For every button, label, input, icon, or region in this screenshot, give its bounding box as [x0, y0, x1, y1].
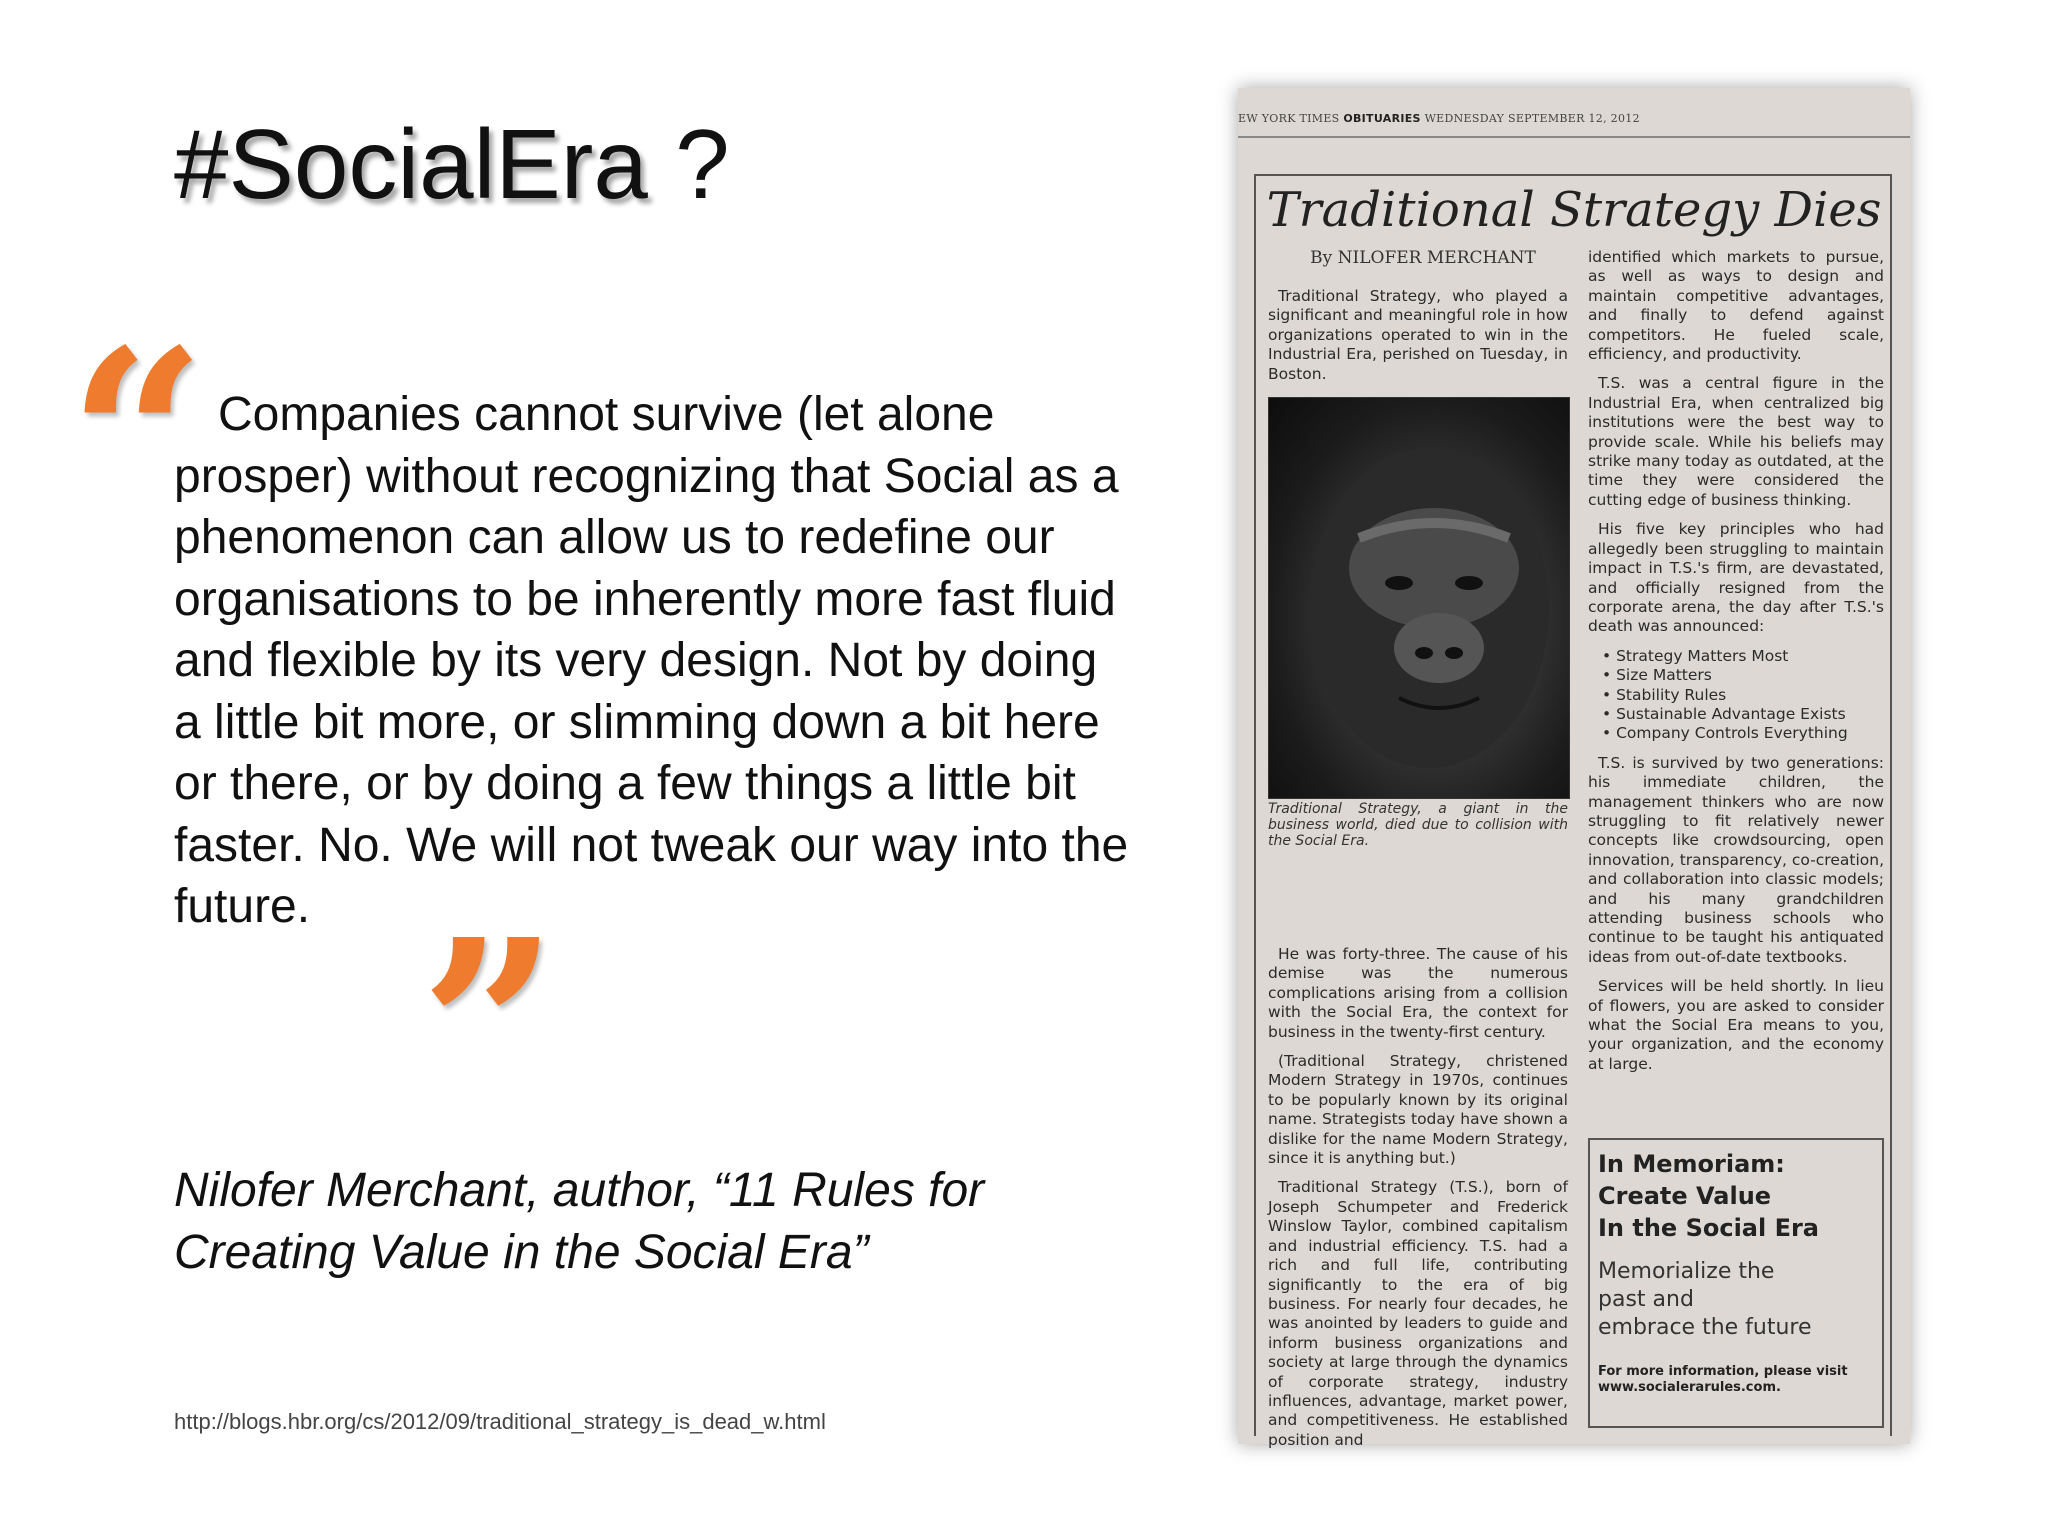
memoriam-subtext-line: Memorialize the [1598, 1259, 1775, 1284]
gorilla-icon [1269, 398, 1569, 798]
newspaper-masthead: EW YORK TIMES OBITUARIES WEDNESDAY SEPTEMBER 12, 2012 [1238, 112, 1640, 125]
photo-caption: Traditional Strategy, a giant in the business world, died due to collision with the Social Era. [1268, 801, 1568, 849]
title-question-mark: ? [647, 109, 730, 219]
article-paragraph: Services will be held shortly. In lieu of flowers, you are asked to consider what the Social Era means to you, your organization, and the economy at large. [1588, 977, 1884, 1073]
quote-attribution: Nilofer Merchant, author, “11 Rules for Creating Value in the Social Era” [174, 1164, 985, 1279]
list-item: • Strategy Matters Most [1602, 647, 1884, 666]
quote-body: Companies cannot survive (let alone prosper) without recognizing that Social as a phenomenon can allow us to redefine our organisations to be inherently more fast fluid and flexible by its very design. Not by doing a little bit more, or slimming down a bit here or there, or by doing a few things a little bit faster. No. We will not tweak our way into the future. [174, 388, 1129, 933]
principles-list [1588, 647, 1884, 744]
article-byline: By NILOFER MERCHANT [1310, 248, 1536, 268]
memoriam-title-line: In Memoriam: [1598, 1150, 1785, 1178]
slide-title [174, 108, 730, 221]
list-item: • Stability Rules [1602, 686, 1884, 705]
quote-text [174, 384, 1134, 938]
article-right-column [1588, 248, 1884, 1084]
memoriam-footer-url: www.socialerarules.com. [1598, 1380, 1781, 1395]
article-paragraph: identified which markets to pursue, as well as ways to design and maintain competitive advantages, and finally to defend against competitors. He fueled scale, efficiency, and productivity. [1588, 248, 1884, 364]
article-left-column-top [1268, 287, 1568, 394]
article-paragraph: Traditional Strategy (T.S.), born of Joseph Schumpeter and Frederick Winslow Taylor, combined capitalism and industrial efficiency. T.S. had a rich and full life, contributing significantly to the era of big business. For nearly four decades, he was anointed by leaders to guide and inform business organizations and society at large through the dynamics of corporate strategy, industry influences, advantage, market power, and competitiveness. He established position and [1268, 1178, 1568, 1449]
list-item: • Sustainable Advantage Exists [1602, 705, 1884, 724]
masthead-divider [1238, 136, 1910, 138]
article-paragraph: He was forty-three. The cause of his demise was the numerous complications arising from a collision with the Social Era, the context for business in the twenty-first century. [1268, 945, 1568, 1041]
article-paragraph: Traditional Strategy, who played a significant and meaningful role in how organizations operated to win in the Industrial Era, perished on Tuesday, in Boston. [1268, 287, 1568, 383]
memoriam-title-line: In the Social Era [1598, 1214, 1819, 1242]
article-paragraph: (Traditional Strategy, christened Modern Strategy in 1970s, continues to be popularly known by its original name. Strategists today have shown a dislike for the name Modern Strategy, since it is anything but.) [1268, 1052, 1568, 1168]
memoriam-subtext-line: past and [1598, 1287, 1694, 1312]
source-url: http://blogs.hbr.org/cs/2012/09/traditional_strategy_is_dead_w.html [174, 1409, 826, 1434]
memoriam-subtext-line: embrace the future [1598, 1315, 1812, 1340]
article-headline: Traditional Strategy Dies [1266, 182, 1882, 238]
article-paragraph: T.S. was a central figure in the Industrial Era, when centralized big institutions were the best way to provide scale. While his beliefs may strike many today as outdated, at the time they were considered the cutting edge of business thinking. [1588, 374, 1884, 509]
open-quote-mark-icon: “ [68, 297, 207, 579]
title-hashtag: #SocialEra [174, 109, 648, 219]
article-paragraph: T.S. is survived by two generations: his immediate children, the management thinkers who are now struggling to fit relatively newer concepts like crowdsourcing, open innovation, transparency, co-creation, and collaboration into classic models; and his many grandchildren attending business schools who continue to be taught his antiquated ideas from out-of-date textbooks. [1588, 753, 1884, 966]
article-paragraph: His five key principles who had allegedly been struggling to maintain impact in T.S.'s firm, are devastated, and officially resigned from the corporate arena, the day after T.S.'s death was announced: [1588, 520, 1884, 636]
close-quote-mark-icon: ” [420, 887, 559, 1169]
newspaper-clipping [1238, 88, 1910, 1449]
list-item: • Company Controls Everything [1602, 724, 1884, 743]
gorilla-photo [1268, 397, 1570, 799]
article-left-column-bottom [1268, 945, 1568, 1460]
memoriam-title-line: Create Value [1598, 1182, 1772, 1210]
list-item: • Size Matters [1602, 666, 1884, 685]
memoriam-footer-line: For more information, please visit [1598, 1364, 1848, 1379]
memoriam-box [1588, 1138, 1884, 1428]
